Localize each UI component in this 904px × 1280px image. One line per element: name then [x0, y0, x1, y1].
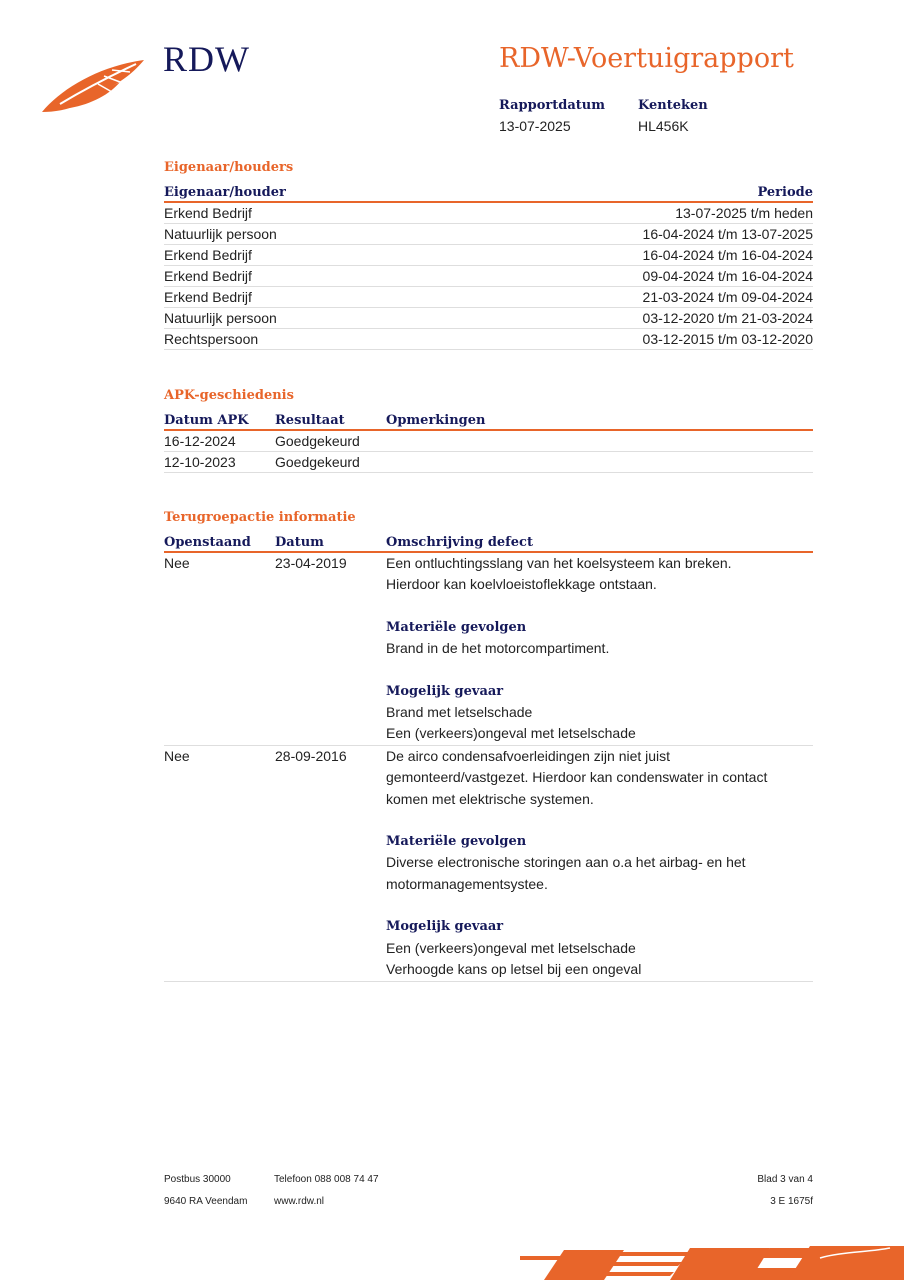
apk-date-cell: 12-10-2023 [164, 452, 275, 473]
defect-description: Een ontluchtingsslang van het koelsysteem kan breken. Hierdoor kan koelvloeistoflekkage ontstaan. [386, 555, 732, 593]
table-row [164, 745, 813, 981]
owner-cell: Erkend Bedrijf [164, 266, 435, 287]
owner-col-header: Eigenaar/houder [164, 180, 435, 202]
decorative-stripes-icon [520, 1244, 904, 1280]
footer-postbus: Postbus 30000 [164, 1174, 231, 1185]
recall-open-col-header: Openstaand [164, 530, 275, 552]
table-row [164, 266, 813, 287]
apk-remarks-col-header: Opmerkingen [386, 408, 813, 430]
period-cell: 21-03-2024 t/m 09-04-2024 [435, 287, 813, 308]
defect-description: De airco condensafvoerleidingen zijn niet juist gemonteerd/vastgezet. Hierdoor kan condenswater in contact komen met elektrische systemen. [386, 747, 768, 807]
apk-result-col-header: Resultaat [275, 408, 386, 430]
table-row [164, 452, 813, 473]
material-consequences-label: Materiële gevolgen [386, 619, 527, 635]
table-row [164, 202, 813, 224]
footer-page-number: Blad 3 van 4 [757, 1174, 813, 1185]
recall-desc-cell [386, 745, 813, 981]
possible-danger: Brand met letselschade [386, 704, 533, 721]
footer-phone: Telefoon 088 008 74 47 [274, 1174, 379, 1185]
possible-danger-label: Mogelijk gevaar [386, 919, 504, 935]
table-row [164, 329, 813, 350]
apk-date-col-header: Datum APK [164, 408, 275, 430]
owner-cell: Natuurlijk persoon [164, 308, 435, 329]
apk-section-title: APK-geschiedenis [164, 388, 294, 403]
owners-section-title: Eigenaar/houders [164, 160, 294, 175]
material-consequences: Diverse electronische storingen aan o.a het airbag- en het motormanagementsystee. [386, 854, 746, 892]
brand-name: RDW [163, 39, 250, 79]
owner-cell: Natuurlijk persoon [164, 224, 435, 245]
table-row [164, 287, 813, 308]
apk-date-cell: 16-12-2024 [164, 430, 275, 452]
period-cell: 09-04-2024 t/m 16-04-2024 [435, 266, 813, 287]
recall-date-cell: 23-04-2019 [275, 552, 386, 745]
recall-table [164, 530, 813, 982]
report-date: 13-07-2025 [499, 118, 571, 134]
period-cell: 03-12-2020 t/m 21-03-2024 [435, 308, 813, 329]
period-cell: 16-04-2024 t/m 16-04-2024 [435, 245, 813, 266]
owner-cell: Erkend Bedrijf [164, 287, 435, 308]
possible-danger: Verhoogde kans op letsel bij een ongeval [386, 961, 642, 978]
recall-date-col-header: Datum [275, 530, 386, 552]
recall-open-cell: Nee [164, 745, 275, 981]
material-consequences: Brand in de het motorcompartiment. [386, 640, 610, 657]
possible-danger: Een (verkeers)ongeval met letselschade [386, 725, 636, 742]
table-row [164, 308, 813, 329]
recall-open-cell: Nee [164, 552, 275, 745]
owner-cell: Rechtspersoon [164, 329, 435, 350]
plate-label: Kenteken [638, 98, 708, 113]
period-col-header: Periode [435, 180, 813, 202]
rdw-feather-logo-icon [40, 58, 148, 114]
recall-section-title: Terugroepactie informatie [164, 510, 356, 525]
period-cell: 13-07-2025 t/m heden [435, 202, 813, 224]
material-consequences-label: Materiële gevolgen [386, 834, 527, 850]
apk-result-cell: Goedgekeurd [275, 430, 386, 452]
report-date-label: Rapportdatum [499, 98, 605, 113]
recall-desc-cell [386, 552, 813, 745]
page-title: RDW-Voertuigrapport [499, 43, 794, 74]
apk-table [164, 408, 813, 473]
footer-city: 9640 RA Veendam [164, 1196, 248, 1207]
table-row [164, 430, 813, 452]
owner-cell: Erkend Bedrijf [164, 245, 435, 266]
footer-website: www.rdw.nl [274, 1196, 325, 1207]
possible-danger-label: Mogelijk gevaar [386, 683, 504, 699]
owners-table [164, 180, 813, 350]
apk-remarks-cell [386, 452, 813, 473]
owner-cell: Erkend Bedrijf [164, 202, 435, 224]
apk-remarks-cell [386, 430, 813, 452]
period-cell: 16-04-2024 t/m 13-07-2025 [435, 224, 813, 245]
apk-result-cell: Goedgekeurd [275, 452, 386, 473]
table-row [164, 552, 813, 745]
table-row [164, 224, 813, 245]
recall-date-cell: 28-09-2016 [275, 745, 386, 981]
recall-desc-col-header: Omschrijving defect [386, 530, 813, 552]
period-cell: 03-12-2015 t/m 03-12-2020 [435, 329, 813, 350]
footer-doc-code: 3 E 1675f [770, 1196, 813, 1207]
possible-danger: Een (verkeers)ongeval met letselschade [386, 939, 636, 956]
plate-value: HL456K [638, 118, 689, 134]
table-row [164, 245, 813, 266]
